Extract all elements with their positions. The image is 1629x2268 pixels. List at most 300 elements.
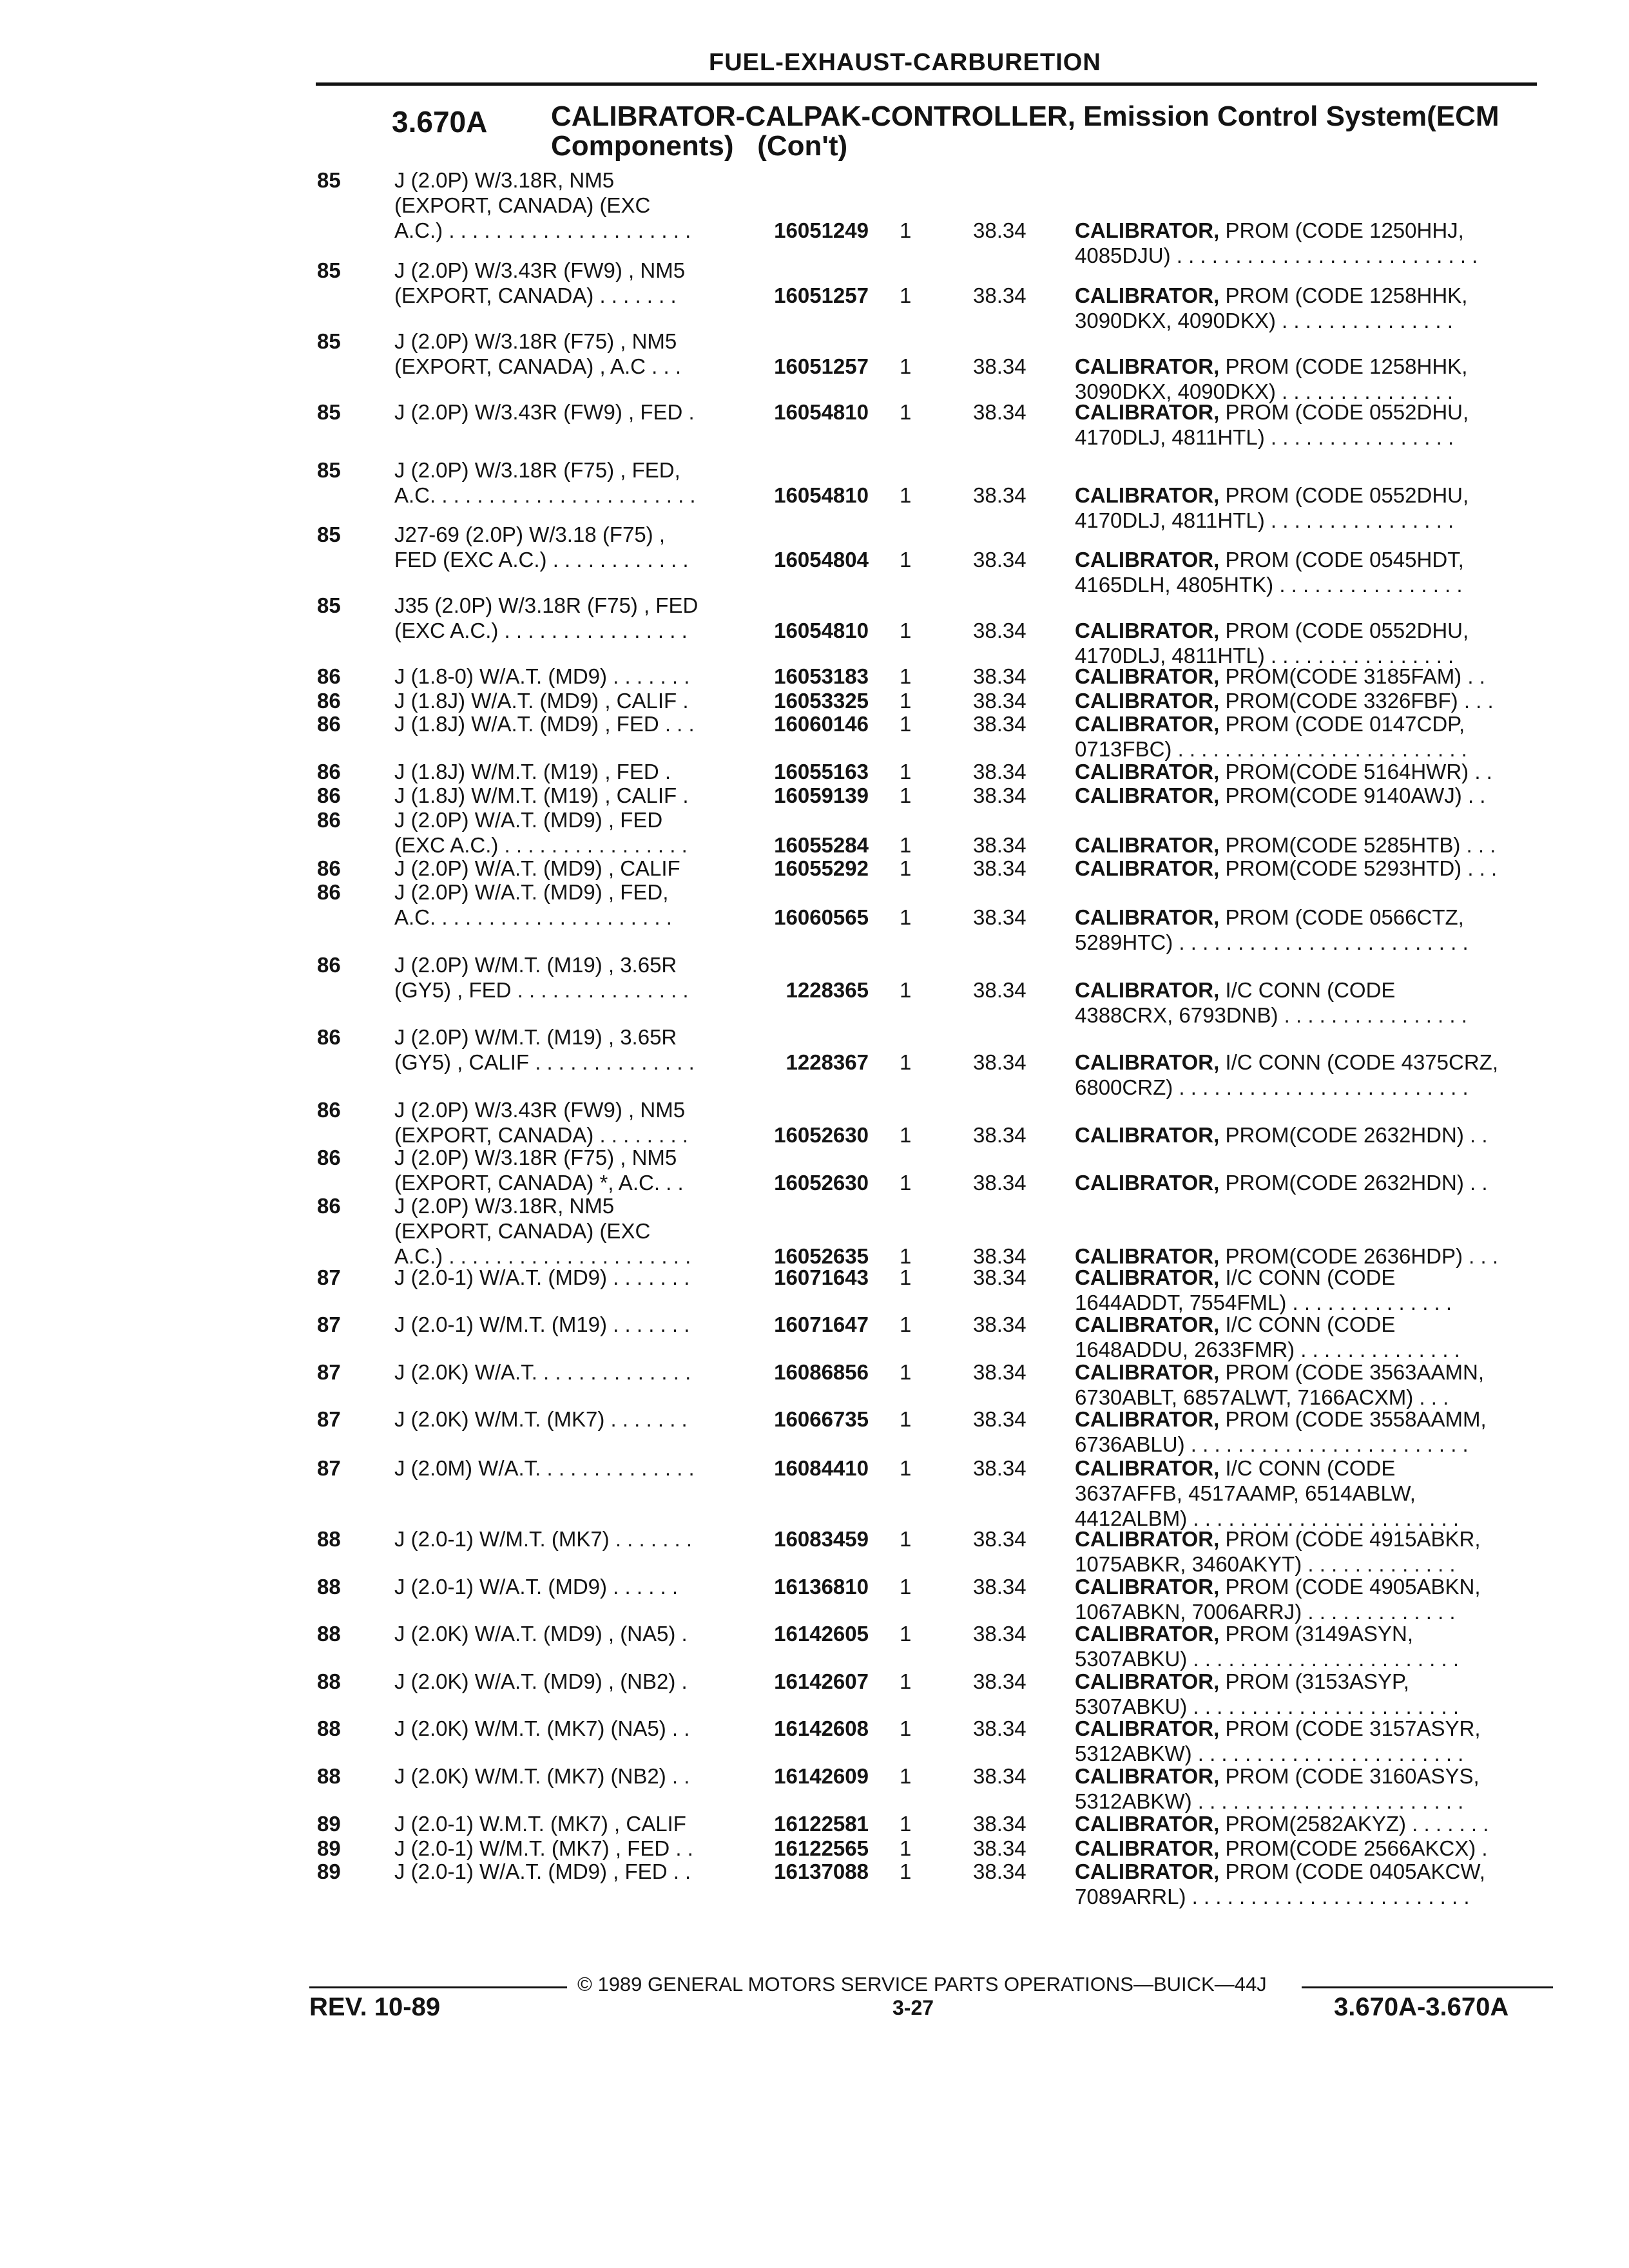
part-detail-text: PROM (CODE 3157ASYR, <box>1225 1716 1481 1740</box>
part-name-label: CALIBRATOR, <box>1075 760 1220 783</box>
part-name <box>1075 399 1540 450</box>
quantity: 1 <box>900 284 912 307</box>
part-detail-text: PROM(CODE 3326FBF) . . . <box>1225 689 1494 713</box>
description-line: (EXPORT, CANADA) . . . . . . . <box>394 284 677 307</box>
description-line: J (2.0K) W/M.T. (MK7) (NA5) . . <box>394 1716 690 1740</box>
model-year: 87 <box>317 1456 341 1480</box>
group-number: 38.34 <box>973 1716 1027 1740</box>
description-line: A.C. . . . . . . . . . . . . . . . . . . . . . . <box>394 483 696 507</box>
description-line: J (2.0M) W/A.T. . . . . . . . . . . . . . <box>394 1456 695 1480</box>
quantity: 1 <box>900 1265 912 1289</box>
part-detail-text: 5307ABKU) . . . . . . . . . . . . . . . . . . . . . . . <box>1075 1695 1460 1718</box>
part-detail-text: 4170DLJ, 4811HTL) . . . . . . . . . . . . . . . . <box>1075 644 1454 668</box>
quantity: 1 <box>900 1360 912 1384</box>
quantity: 1 <box>900 483 912 507</box>
part-detail-text: PROM (3149ASYN, <box>1225 1622 1414 1646</box>
part-name-label: CALIBRATOR, <box>1075 400 1220 424</box>
quantity: 1 <box>900 833 912 857</box>
part-detail-text: PROM (CODE 0545HDT, <box>1225 548 1464 572</box>
part-name <box>1075 1312 1540 1362</box>
part-detail-text: 5312ABKW) . . . . . . . . . . . . . . . . . . . . . . . <box>1075 1742 1464 1765</box>
description <box>394 856 752 881</box>
group-number: 38.34 <box>973 1527 1027 1551</box>
part-name <box>1075 1836 1540 1861</box>
part-name-label: CALIBRATOR, <box>1075 284 1220 307</box>
part-number: 16059139 <box>774 783 869 807</box>
copyright-notice: © 1989 GENERAL MOTORS SERVICE PARTS OPERATIONS—BUICK—44J <box>577 1973 1267 1995</box>
part-number: 16052635 <box>774 1244 869 1268</box>
description <box>394 258 752 308</box>
part-name-line <box>1075 1741 1540 1766</box>
part-name-line <box>1075 547 1540 572</box>
description-line: J (2.0P) W/A.T. (MD9) , CALIF <box>394 856 680 880</box>
part-name-label: CALIBRATOR, <box>1075 1716 1220 1740</box>
model-year: 88 <box>317 1575 341 1599</box>
part-number: 16142609 <box>774 1764 869 1788</box>
quantity: 1 <box>900 760 912 783</box>
part-detail-text: PROM (CODE 3563AAMN, <box>1225 1360 1485 1384</box>
part-detail-text: I/C CONN (CODE <box>1225 1265 1396 1289</box>
part-number: 16060565 <box>774 905 869 929</box>
quantity: 1 <box>900 1764 912 1788</box>
description-line: A.C. . . . . . . . . . . . . . . . . . . . . <box>394 905 672 929</box>
description <box>394 1312 752 1337</box>
description <box>394 688 752 713</box>
description-line: J (2.0P) W/3.43R (FW9) , NM5 <box>394 1098 686 1122</box>
part-name-label: CALIBRATOR, <box>1075 1407 1220 1431</box>
description-line: J (2.0P) W/3.43R (FW9) , NM5 <box>394 258 686 282</box>
part-number: 16054810 <box>774 619 869 642</box>
part-name <box>1075 1621 1540 1671</box>
part-name <box>1075 618 1540 668</box>
group-number: 38.34 <box>973 1123 1027 1147</box>
part-number: 16142608 <box>774 1716 869 1740</box>
model-year: 86 <box>317 880 341 904</box>
part-detail-text: PROM (3153ASYP, <box>1225 1669 1409 1693</box>
part-name-label: CALIBRATOR, <box>1075 783 1220 807</box>
part-detail-text: PROM (CODE 4905ABKN, <box>1225 1575 1481 1599</box>
part-name-line <box>1075 1669 1540 1694</box>
description <box>394 399 752 425</box>
group-number: 38.34 <box>973 856 1027 880</box>
part-name-line <box>1075 218 1540 243</box>
part-detail-text: 6730ABLT, 6857ALWT, 7166ACXM) . . . <box>1075 1385 1449 1409</box>
part-detail-text: PROM(CODE 5293HTD) . . . <box>1225 856 1498 880</box>
part-number: 16066735 <box>774 1407 869 1431</box>
part-name-label: CALIBRATOR, <box>1075 1171 1220 1195</box>
part-name-line <box>1075 1456 1540 1481</box>
group-number: 38.34 <box>973 284 1027 307</box>
part-name-line <box>1075 618 1540 643</box>
part-detail-text: I/C CONN (CODE 4375CRZ, <box>1225 1050 1499 1074</box>
group-number: 38.34 <box>973 1456 1027 1480</box>
part-name-line <box>1075 1050 1540 1075</box>
description-line: J (2.0K) W/A.T. . . . . . . . . . . . . . <box>394 1360 691 1384</box>
part-name-line <box>1075 905 1540 930</box>
part-number: 16083459 <box>774 1527 869 1551</box>
group-number: 38.34 <box>973 1860 1027 1883</box>
group-number: 38.34 <box>973 905 1027 929</box>
part-name-label: CALIBRATOR, <box>1075 1527 1220 1551</box>
description <box>394 1360 752 1385</box>
part-name-line <box>1075 1884 1540 1909</box>
part-number: 16051257 <box>774 284 869 307</box>
part-name-line <box>1075 1265 1540 1290</box>
part-name-label: CALIBRATOR, <box>1075 833 1220 857</box>
description-line: A.C.) . . . . . . . . . . . . . . . . . . . . . <box>394 1244 691 1268</box>
group-number: 38.34 <box>973 833 1027 857</box>
part-detail-text: PROM (CODE 1258HHK, <box>1225 354 1468 378</box>
description-line: (EXPORT, CANADA) , A.C . . . <box>394 354 681 378</box>
description-line: J (2.0-1) W/A.T. (MD9) , FED . . <box>394 1860 691 1883</box>
part-name-line <box>1075 1716 1540 1741</box>
description-line: J (1.8J) W/M.T. (M19) , CALIF . <box>394 783 689 807</box>
part-name <box>1075 1050 1540 1100</box>
part-number: 16142605 <box>774 1622 869 1646</box>
group-number: 38.34 <box>973 1836 1027 1860</box>
part-name <box>1075 783 1540 808</box>
model-year: 89 <box>317 1836 341 1860</box>
description <box>394 1265 752 1290</box>
part-name-line <box>1075 1836 1540 1861</box>
description-line: (GY5) , FED . . . . . . . . . . . . . . . <box>394 978 689 1002</box>
part-name-line <box>1075 483 1540 508</box>
part-name-line <box>1075 856 1540 881</box>
description <box>394 807 752 858</box>
description <box>394 522 752 572</box>
part-name-label: CALIBRATOR, <box>1075 1123 1220 1147</box>
part-name-label: CALIBRATOR, <box>1075 1669 1220 1693</box>
description <box>394 1526 752 1552</box>
section-number: 3.670A <box>392 105 488 139</box>
part-name-label: CALIBRATOR, <box>1075 1622 1220 1646</box>
model-year: 88 <box>317 1669 341 1693</box>
group-number: 38.34 <box>973 1360 1027 1384</box>
description-line: (GY5) , CALIF . . . . . . . . . . . . . . <box>394 1050 695 1074</box>
part-detail-text: 3090DKX, 4090DKX) . . . . . . . . . . . . . . . <box>1075 309 1453 332</box>
part-detail-text: PROM (CODE 0552DHU, <box>1225 483 1469 507</box>
part-name-line <box>1075 1481 1540 1506</box>
part-name <box>1075 1716 1540 1766</box>
part-detail-text: 3090DKX, 4090DKX) . . . . . . . . . . . . . . . <box>1075 380 1453 403</box>
part-name-line <box>1075 759 1540 784</box>
part-name-line <box>1075 688 1540 713</box>
part-name-label: CALIBRATOR, <box>1075 1764 1220 1788</box>
quantity: 1 <box>900 400 912 424</box>
part-number: 16051249 <box>774 218 869 242</box>
part-name <box>1075 483 1540 533</box>
part-number: 16122581 <box>774 1812 869 1836</box>
part-detail-text: 5307ABKU) . . . . . . . . . . . . . . . . . . . . . . . <box>1075 1647 1460 1671</box>
description-line: J (2.0-1) W/M.T. (MK7) . . . . . . . <box>394 1527 693 1551</box>
group-number: 38.34 <box>973 548 1027 572</box>
part-name <box>1075 1574 1540 1624</box>
part-name <box>1075 1763 1540 1814</box>
part-detail-text: 6800CRZ) . . . . . . . . . . . . . . . . . . . . . . . . . <box>1075 1075 1469 1099</box>
description-line: (EXC A.C.) . . . . . . . . . . . . . . . . <box>394 619 688 642</box>
group-number: 38.34 <box>973 354 1027 378</box>
part-name <box>1075 1526 1540 1577</box>
revision-label: REV. 10-89 <box>309 1993 441 2021</box>
quantity: 1 <box>900 1575 912 1599</box>
description-line: J (2.0K) W/A.T. (MD9) , (NB2) . <box>394 1669 688 1693</box>
part-name-label: CALIBRATOR, <box>1075 1836 1220 1860</box>
part-detail-text: I/C CONN (CODE <box>1225 978 1396 1002</box>
model-year: 87 <box>317 1360 341 1384</box>
description <box>394 759 752 784</box>
part-name-label: CALIBRATOR, <box>1075 619 1220 642</box>
part-detail-text: 4170DLJ, 4811HTL) . . . . . . . . . . . . . . . . <box>1075 508 1454 532</box>
description-line: J (1.8J) W/A.T. (MD9) , CALIF . <box>394 689 689 713</box>
part-name-label: CALIBRATOR, <box>1075 354 1220 378</box>
part-number: 16086856 <box>774 1360 869 1384</box>
group-number: 38.34 <box>973 978 1027 1002</box>
description-line: J (2.0P) W/3.18R, NM5 <box>394 1194 615 1218</box>
model-year: 85 <box>317 593 341 617</box>
part-name-line <box>1075 1621 1540 1646</box>
description-line: J (2.0P) W/3.18R, NM5 <box>394 168 615 192</box>
quantity: 1 <box>900 1527 912 1551</box>
description-line: J (2.0-1) W/M.T. (MK7) , FED . . <box>394 1836 693 1860</box>
quantity: 1 <box>900 1171 912 1195</box>
description-line: J (2.0-1) W/A.T. (MD9) . . . . . . <box>394 1575 679 1599</box>
part-number: 16071647 <box>774 1312 869 1336</box>
quantity: 1 <box>900 1836 912 1860</box>
part-detail-text: 0713FBC) . . . . . . . . . . . . . . . . . . . . . . . . . <box>1075 737 1467 761</box>
description-line: J (2.0P) W/M.T. (M19) , 3.65R <box>394 953 677 977</box>
quantity: 1 <box>900 856 912 880</box>
quantity: 1 <box>900 1312 912 1336</box>
part-detail-text: PROM(CODE 2632HDN) . . <box>1225 1123 1488 1147</box>
part-name-label: CALIBRATOR, <box>1075 1860 1220 1883</box>
quantity: 1 <box>900 1244 912 1268</box>
part-detail-text: PROM (CODE 0552DHU, <box>1225 400 1469 424</box>
model-year: 85 <box>317 258 341 282</box>
group-number: 38.34 <box>973 1312 1027 1336</box>
part-name-line <box>1075 1337 1540 1362</box>
part-name-line <box>1075 832 1540 858</box>
part-detail-text: PROM (CODE 0552DHU, <box>1225 619 1469 642</box>
description-line: J (2.0P) W/3.18R (F75) , NM5 <box>394 1146 677 1169</box>
part-name <box>1075 832 1540 858</box>
header-rule <box>316 82 1537 86</box>
description <box>394 1407 752 1432</box>
part-number: 16052630 <box>774 1171 869 1195</box>
part-name-line <box>1075 1526 1540 1552</box>
description <box>394 457 752 508</box>
part-detail-text: 3637AFFB, 4517AAMP, 6514ABLW, <box>1075 1481 1416 1505</box>
part-name-line <box>1075 783 1540 808</box>
part-detail-text: 6736ABLU) . . . . . . . . . . . . . . . . . . . . . . . . <box>1075 1432 1469 1456</box>
quantity: 1 <box>900 712 912 736</box>
part-name-line <box>1075 1432 1540 1457</box>
footer-rule-left <box>309 1986 567 1988</box>
part-detail-text: PROM(CODE 5164HWR) . . <box>1225 760 1492 783</box>
part-name <box>1075 688 1540 713</box>
quantity: 1 <box>900 1669 912 1693</box>
section-range: 3.670A-3.670A <box>1334 1993 1509 2021</box>
part-name-line <box>1075 1122 1540 1148</box>
part-name-line <box>1075 736 1540 762</box>
part-detail-text: 4412ALBM) . . . . . . . . . . . . . . . . . . . . . . . <box>1075 1506 1460 1530</box>
description-line: J35 (2.0P) W/3.18R (F75) , FED <box>394 593 699 617</box>
description-line: J (2.0K) W/A.T. (MD9) , (NA5) . <box>394 1622 688 1646</box>
part-detail-text: 5312ABKW) . . . . . . . . . . . . . . . . . . . . . . . <box>1075 1789 1464 1813</box>
quantity: 1 <box>900 1812 912 1836</box>
model-year: 85 <box>317 400 341 424</box>
part-number: 16136810 <box>774 1575 869 1599</box>
part-detail-text: 1075ABKR, 3460AKYT) . . . . . . . . . . . . . <box>1075 1552 1456 1576</box>
description <box>394 1024 752 1075</box>
description <box>394 1763 752 1789</box>
group-number: 38.34 <box>973 1244 1027 1268</box>
quantity: 1 <box>900 1407 912 1431</box>
part-name-line <box>1075 1859 1540 1884</box>
model-year: 88 <box>317 1764 341 1788</box>
part-name <box>1075 977 1540 1028</box>
section-title <box>551 102 1543 161</box>
description-line: (EXPORT, CANADA) *, A.C. . . <box>394 1171 684 1195</box>
group-number: 38.34 <box>973 1669 1027 1693</box>
quantity: 1 <box>900 905 912 929</box>
part-detail-text: 4085DJU) . . . . . . . . . . . . . . . . . . . . . . . . . . <box>1075 244 1478 267</box>
part-name <box>1075 664 1540 689</box>
part-number: 16054810 <box>774 483 869 507</box>
description-line: J (2.0K) W/M.T. (MK7) . . . . . . . <box>394 1407 688 1431</box>
part-name-label: CALIBRATOR, <box>1075 856 1220 880</box>
part-name-line <box>1075 354 1540 379</box>
description <box>394 1621 752 1646</box>
part-name-label: CALIBRATOR, <box>1075 1360 1220 1384</box>
group-number: 38.34 <box>973 1622 1027 1646</box>
part-name-line <box>1075 977 1540 1003</box>
part-name <box>1075 905 1540 955</box>
description-line: J (2.0P) W/A.T. (MD9) , FED, <box>394 880 669 904</box>
part-detail-text: PROM (CODE 1250HHJ, <box>1225 218 1464 242</box>
part-name <box>1075 856 1540 881</box>
description <box>394 783 752 808</box>
quantity: 1 <box>900 1123 912 1147</box>
part-detail-text: 5289HTC) . . . . . . . . . . . . . . . . . . . . . . . . . <box>1075 930 1469 954</box>
part-number: 16052630 <box>774 1123 869 1147</box>
part-name <box>1075 1456 1540 1531</box>
quantity: 1 <box>900 783 912 807</box>
model-year: 86 <box>317 1025 341 1049</box>
part-name-line <box>1075 1360 1540 1385</box>
model-year: 86 <box>317 712 341 736</box>
part-number: 1228365 <box>786 978 869 1002</box>
quantity: 1 <box>900 1050 912 1074</box>
quantity: 1 <box>900 354 912 378</box>
group-number: 38.34 <box>973 783 1027 807</box>
group-number: 38.34 <box>973 664 1027 688</box>
part-name <box>1075 1360 1540 1410</box>
part-name-line <box>1075 243 1540 268</box>
part-number: 16071643 <box>774 1265 869 1289</box>
part-number: 16055292 <box>774 856 869 880</box>
part-name <box>1075 1859 1540 1909</box>
part-name-line <box>1075 930 1540 955</box>
description-line: J (2.0P) W/3.43R (FW9) , FED . <box>394 400 695 424</box>
group-number: 38.34 <box>973 218 1027 242</box>
description-line: J (1.8-0) W/A.T. (MD9) . . . . . . . <box>394 664 690 688</box>
part-name <box>1075 1407 1540 1457</box>
part-name-line <box>1075 572 1540 597</box>
part-name-label: CALIBRATOR, <box>1075 483 1220 507</box>
part-name-line <box>1075 283 1540 308</box>
part-detail-text: 1644ADDT, 7554FML) . . . . . . . . . . . . . . <box>1075 1291 1452 1314</box>
part-name-line <box>1075 1170 1540 1195</box>
part-name-label: CALIBRATOR, <box>1075 1244 1220 1268</box>
description-line: J (1.8J) W/M.T. (M19) , FED . <box>394 760 671 783</box>
model-year: 89 <box>317 1812 341 1836</box>
part-name-line <box>1075 308 1540 333</box>
quantity: 1 <box>900 689 912 713</box>
quantity: 1 <box>900 1456 912 1480</box>
group-number: 38.34 <box>973 400 1027 424</box>
model-year: 86 <box>317 808 341 832</box>
part-name-line <box>1075 1811 1540 1836</box>
part-name-line <box>1075 508 1540 533</box>
part-detail-text: PROM (CODE 4915ABKR, <box>1225 1527 1481 1551</box>
part-name-label: CALIBRATOR, <box>1075 1575 1220 1599</box>
part-name <box>1075 283 1540 333</box>
part-detail-text: PROM(CODE 5285HTB) . . . <box>1225 833 1496 857</box>
part-name <box>1075 547 1540 597</box>
part-name-label: CALIBRATOR, <box>1075 548 1220 572</box>
part-number: 16054810 <box>774 400 869 424</box>
quantity: 1 <box>900 1860 912 1883</box>
part-name <box>1075 711 1540 762</box>
part-detail-text: I/C CONN (CODE <box>1225 1456 1396 1480</box>
part-detail-text: PROM (CODE 3558AAMM, <box>1225 1407 1487 1431</box>
part-name-label: CALIBRATOR, <box>1075 218 1220 242</box>
part-name-label: CALIBRATOR, <box>1075 978 1220 1002</box>
part-name-line <box>1075 711 1540 736</box>
group-number: 38.34 <box>973 1575 1027 1599</box>
description-line: (EXPORT, CANADA) . . . . . . . . <box>394 1123 688 1147</box>
section-title-line-1: CALIBRATOR-CALPAK-CONTROLLER, Emission Control System(ECM <box>551 101 1499 132</box>
part-detail-text: 4388CRX, 6793DNB) . . . . . . . . . . . . . . . . <box>1075 1003 1467 1027</box>
description <box>394 1145 752 1195</box>
part-number: 16055284 <box>774 833 869 857</box>
part-name-label: CALIBRATOR, <box>1075 1456 1220 1480</box>
part-detail-text: 7089ARRL) . . . . . . . . . . . . . . . . . . . . . . . . <box>1075 1885 1470 1908</box>
part-name-line <box>1075 1646 1540 1671</box>
part-detail-text: 1067ABKN, 7006ARRJ) . . . . . . . . . . . . . <box>1075 1600 1456 1624</box>
description-line: J (2.0-1) W/A.T. (MD9) . . . . . . . <box>394 1265 690 1289</box>
part-detail-text: PROM (CODE 0405AKCW, <box>1225 1860 1485 1883</box>
model-year: 86 <box>317 689 341 713</box>
quantity: 1 <box>900 619 912 642</box>
description-line: J (2.0-1) W/M.T. (M19) . . . . . . . <box>394 1312 690 1336</box>
running-head: FUEL-EXHAUST-CARBURETION <box>709 49 1101 76</box>
part-name-label: CALIBRATOR, <box>1075 664 1220 688</box>
part-name-line <box>1075 1763 1540 1789</box>
model-year: 86 <box>317 664 341 688</box>
part-detail-text: PROM(CODE 3185FAM) . . <box>1225 664 1485 688</box>
part-number: 16060146 <box>774 712 869 736</box>
part-detail-text: PROM(CODE 2636HDP) . . . <box>1225 1244 1499 1268</box>
part-detail-text: PROM(CODE 2632HDN) . . <box>1225 1171 1488 1195</box>
part-number: 16142607 <box>774 1669 869 1693</box>
description <box>394 1193 752 1269</box>
model-year: 86 <box>317 953 341 977</box>
group-number: 38.34 <box>973 1171 1027 1195</box>
part-name-line <box>1075 1574 1540 1599</box>
part-number: 1228367 <box>786 1050 869 1074</box>
description <box>394 1669 752 1694</box>
